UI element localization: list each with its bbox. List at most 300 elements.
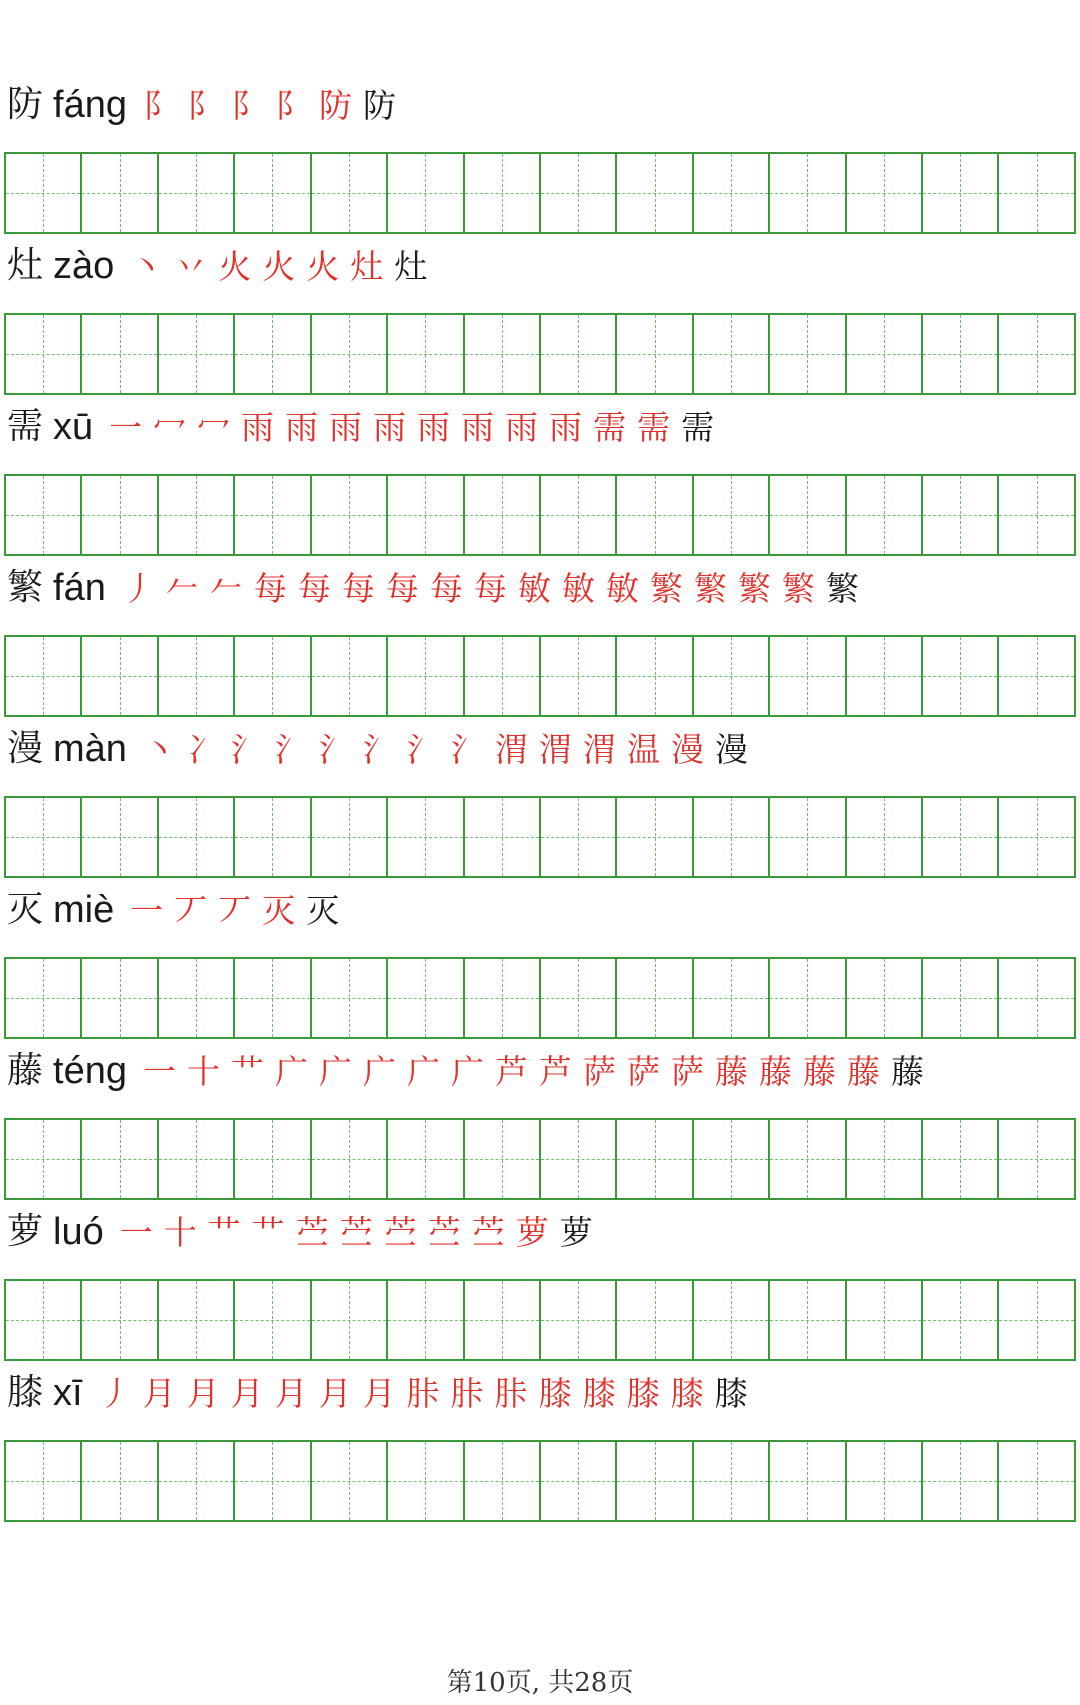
practice-cell[interactable]	[617, 1442, 693, 1520]
practice-cell[interactable]	[159, 798, 235, 876]
stroke-glyph: 氵	[450, 729, 484, 769]
practice-cell[interactable]	[617, 959, 693, 1037]
stroke-glyph: 月	[230, 1373, 264, 1413]
practice-cell[interactable]	[82, 1120, 158, 1198]
practice-cell[interactable]	[235, 1120, 311, 1198]
stroke-step	[561, 568, 595, 608]
practice-cell[interactable]	[541, 1281, 617, 1359]
stroke-glyph: 需	[681, 407, 715, 447]
stroke-step	[251, 1212, 285, 1252]
entry-pinyin: fán	[53, 567, 106, 609]
stroke-glyph: 胩	[450, 1373, 484, 1413]
practice-cell[interactable]	[465, 1120, 541, 1198]
stroke-step	[473, 568, 507, 608]
practice-cell[interactable]	[312, 1281, 388, 1359]
stroke-step	[130, 890, 164, 930]
practice-cell[interactable]	[999, 798, 1073, 876]
practice-cell[interactable]	[999, 959, 1073, 1037]
stroke-glyph: 膝	[714, 1373, 748, 1413]
stroke-step	[339, 1212, 373, 1252]
stroke-glyph: 丶	[130, 246, 164, 286]
entry-header	[7, 714, 1073, 784]
practice-cell[interactable]	[465, 798, 541, 876]
practice-cell[interactable]	[82, 637, 158, 715]
stroke-step	[130, 246, 164, 286]
practice-cell[interactable]	[541, 315, 617, 393]
page-number-footer: 第10页, 共28页	[446, 1668, 634, 1698]
practice-cell[interactable]	[847, 798, 923, 876]
practice-cell[interactable]	[847, 315, 923, 393]
practice-cell[interactable]	[465, 476, 541, 554]
practice-cell[interactable]	[235, 476, 311, 554]
stroke-step	[274, 1051, 308, 1091]
stroke-step	[274, 729, 308, 769]
stroke-glyph: 每	[429, 568, 463, 608]
stroke-order-sequence	[98, 1373, 759, 1413]
practice-cell[interactable]	[694, 315, 770, 393]
practice-cell[interactable]	[847, 1442, 923, 1520]
entry-luo	[0, 1197, 1080, 1372]
stroke-order-sequence	[130, 890, 350, 930]
stroke-step	[406, 1051, 440, 1091]
stroke-glyph: 月	[142, 1373, 176, 1413]
practice-cell[interactable]	[770, 1120, 846, 1198]
entry-character: 灶	[7, 245, 44, 286]
tianzige-grid[interactable]	[4, 796, 1076, 878]
stroke-step	[142, 1051, 176, 1091]
stroke-glyph: 雨	[461, 407, 495, 447]
stroke-glyph: 一	[109, 407, 143, 447]
stroke-glyph: 雨	[417, 407, 451, 447]
stroke-glyph: 艹	[251, 1212, 285, 1252]
stroke-step	[649, 568, 683, 608]
entry-pinyin: zào	[53, 245, 115, 287]
entry-character: 防	[7, 84, 44, 125]
practice-cell[interactable]	[312, 476, 388, 554]
tianzige-grid[interactable]	[4, 474, 1076, 556]
stroke-step	[582, 1051, 616, 1091]
practice-cell[interactable]	[847, 637, 923, 715]
stroke-step	[306, 890, 340, 930]
practice-cell[interactable]	[999, 637, 1073, 715]
practice-cell[interactable]	[159, 1442, 235, 1520]
stroke-step	[394, 246, 428, 286]
stroke-glyph: 防	[362, 85, 396, 125]
stroke-glyph: 苎	[383, 1212, 417, 1252]
stroke-glyph: 火	[218, 246, 252, 286]
stroke-step	[318, 1051, 352, 1091]
stroke-step	[406, 1373, 440, 1413]
stroke-step	[494, 1373, 528, 1413]
practice-cell[interactable]	[617, 154, 693, 232]
practice-cell[interactable]	[82, 959, 158, 1037]
practice-cell[interactable]	[388, 798, 464, 876]
practice-cell[interactable]	[159, 637, 235, 715]
entry-man	[0, 714, 1080, 889]
stroke-step	[450, 1373, 484, 1413]
stroke-glyph: 一	[119, 1212, 153, 1252]
stroke-glyph: 漫	[714, 729, 748, 769]
practice-cell[interactable]	[847, 959, 923, 1037]
stroke-step	[274, 1373, 308, 1413]
practice-cell[interactable]	[541, 154, 617, 232]
stroke-step	[373, 407, 407, 447]
stroke-step	[714, 1051, 748, 1091]
stroke-step	[406, 729, 440, 769]
practice-cell[interactable]	[159, 154, 235, 232]
practice-cell[interactable]	[388, 1120, 464, 1198]
stroke-glyph: 丆	[218, 890, 252, 930]
tianzige-grid[interactable]	[4, 1440, 1076, 1522]
stroke-step	[362, 1373, 396, 1413]
stroke-glyph: 一	[130, 890, 164, 930]
stroke-glyph: 雨	[241, 407, 275, 447]
practice-cell[interactable]	[235, 315, 311, 393]
practice-cell[interactable]	[694, 798, 770, 876]
stroke-glyph: 芦	[538, 1051, 572, 1091]
practice-cell[interactable]	[6, 1442, 82, 1520]
practice-cell[interactable]	[6, 637, 82, 715]
practice-cell[interactable]	[694, 154, 770, 232]
practice-cell[interactable]	[923, 315, 999, 393]
practice-cell[interactable]	[235, 637, 311, 715]
practice-cell[interactable]	[541, 1120, 617, 1198]
stroke-step	[295, 1212, 329, 1252]
stroke-step	[825, 568, 859, 608]
practice-cell[interactable]	[465, 637, 541, 715]
stroke-glyph: 渭	[538, 729, 572, 769]
entry-pinyin: miè	[53, 889, 115, 931]
stroke-glyph: 丷	[174, 246, 208, 286]
entry-header	[7, 231, 1073, 301]
entry-teng	[0, 1036, 1080, 1211]
practice-cell[interactable]	[770, 476, 846, 554]
stroke-glyph: 广	[406, 1051, 440, 1091]
practice-cell[interactable]	[159, 1120, 235, 1198]
practice-cell[interactable]	[999, 1442, 1073, 1520]
practice-cell[interactable]	[388, 1281, 464, 1359]
stroke-glyph: 火	[306, 246, 340, 286]
practice-cell[interactable]	[82, 476, 158, 554]
stroke-glyph: 月	[318, 1373, 352, 1413]
entry-header	[7, 553, 1073, 623]
practice-cell[interactable]	[388, 315, 464, 393]
practice-cell[interactable]	[388, 1442, 464, 1520]
practice-cell[interactable]	[82, 315, 158, 393]
stroke-step	[846, 1051, 880, 1091]
stroke-step	[461, 407, 495, 447]
practice-cell[interactable]	[465, 1281, 541, 1359]
stroke-glyph: 阝	[230, 85, 264, 125]
practice-cell[interactable]	[312, 1120, 388, 1198]
practice-cell[interactable]	[388, 476, 464, 554]
stroke-glyph: 月	[186, 1373, 220, 1413]
practice-cell[interactable]	[235, 798, 311, 876]
entry-header	[7, 1036, 1073, 1106]
practice-cell[interactable]	[541, 476, 617, 554]
practice-cell[interactable]	[235, 959, 311, 1037]
practice-cell[interactable]	[999, 315, 1073, 393]
stroke-step	[174, 246, 208, 286]
stroke-glyph: 灶	[394, 246, 428, 286]
entry-character: 灭	[7, 889, 44, 930]
stroke-step	[781, 568, 815, 608]
practice-cell[interactable]	[312, 1442, 388, 1520]
practice-cell[interactable]	[541, 798, 617, 876]
stroke-glyph: 𠂉	[165, 568, 199, 608]
stroke-step	[605, 568, 639, 608]
stroke-glyph: 胩	[406, 1373, 440, 1413]
practice-cell[interactable]	[847, 1281, 923, 1359]
stroke-step	[417, 407, 451, 447]
practice-cell[interactable]	[82, 1281, 158, 1359]
practice-cell[interactable]	[465, 154, 541, 232]
stroke-glyph: 十	[186, 1051, 220, 1091]
practice-cell[interactable]	[923, 798, 999, 876]
stroke-glyph: 繁	[649, 568, 683, 608]
practice-cell[interactable]	[6, 959, 82, 1037]
stroke-step	[142, 729, 176, 769]
stroke-glyph: 膝	[626, 1373, 660, 1413]
practice-cell[interactable]	[388, 637, 464, 715]
practice-cell[interactable]	[923, 476, 999, 554]
stroke-step	[693, 568, 727, 608]
stroke-glyph: 丿	[98, 1373, 132, 1413]
practice-cell[interactable]	[312, 315, 388, 393]
practice-cell[interactable]	[159, 315, 235, 393]
tianzige-grid[interactable]	[4, 635, 1076, 717]
practice-cell[interactable]	[312, 798, 388, 876]
practice-cell[interactable]	[694, 1442, 770, 1520]
practice-cell[interactable]	[770, 315, 846, 393]
entry-pinyin: téng	[53, 1050, 127, 1092]
practice-cell[interactable]	[82, 798, 158, 876]
practice-cell[interactable]	[159, 959, 235, 1037]
practice-cell[interactable]	[541, 959, 617, 1037]
stroke-step	[306, 246, 340, 286]
stroke-step	[153, 407, 187, 447]
practice-cell[interactable]	[617, 476, 693, 554]
tianzige-grid[interactable]	[4, 957, 1076, 1039]
stroke-step	[362, 85, 396, 125]
practice-cell[interactable]	[617, 1120, 693, 1198]
practice-cell[interactable]	[923, 154, 999, 232]
stroke-glyph: 敏	[561, 568, 595, 608]
stroke-step	[109, 407, 143, 447]
practice-cell[interactable]	[235, 1281, 311, 1359]
practice-cell[interactable]	[6, 476, 82, 554]
stroke-glyph: 苎	[427, 1212, 461, 1252]
stroke-glyph: 氵	[318, 729, 352, 769]
stroke-step	[802, 1051, 836, 1091]
practice-cell[interactable]	[617, 315, 693, 393]
practice-cell[interactable]	[770, 154, 846, 232]
practice-cell[interactable]	[999, 1281, 1073, 1359]
practice-cell[interactable]	[6, 315, 82, 393]
practice-cell[interactable]	[541, 637, 617, 715]
practice-cell[interactable]	[465, 315, 541, 393]
practice-cell[interactable]	[6, 1120, 82, 1198]
stroke-glyph: 萨	[626, 1051, 660, 1091]
practice-cell[interactable]	[847, 154, 923, 232]
practice-cell[interactable]	[694, 637, 770, 715]
practice-cell[interactable]	[465, 1442, 541, 1520]
entry-xu	[0, 392, 1080, 567]
stroke-step	[121, 568, 155, 608]
stroke-order-sequence	[142, 1051, 935, 1091]
stroke-step	[494, 1051, 528, 1091]
stroke-step	[737, 568, 771, 608]
practice-cell[interactable]	[617, 637, 693, 715]
practice-cell[interactable]	[770, 637, 846, 715]
stroke-step	[186, 85, 220, 125]
stroke-step	[329, 407, 363, 447]
practice-cell[interactable]	[617, 798, 693, 876]
stroke-glyph: 繁	[693, 568, 727, 608]
entry-character: 膝	[7, 1372, 44, 1413]
entry-pinyin: luó	[53, 1211, 104, 1253]
practice-cell[interactable]	[999, 154, 1073, 232]
stroke-glyph: 藤	[890, 1051, 924, 1091]
stroke-step	[383, 1212, 417, 1252]
stroke-glyph: 膝	[582, 1373, 616, 1413]
stroke-glyph: 渭	[582, 729, 616, 769]
stroke-glyph: 丶	[142, 729, 176, 769]
stroke-step	[318, 729, 352, 769]
practice-cell[interactable]	[694, 1120, 770, 1198]
practice-cell[interactable]	[923, 1281, 999, 1359]
practice-cell[interactable]	[159, 476, 235, 554]
stroke-glyph: 防	[318, 85, 352, 125]
stroke-glyph: 冖	[197, 407, 231, 447]
practice-cell[interactable]	[999, 1120, 1073, 1198]
stroke-step	[230, 1373, 264, 1413]
practice-cell[interactable]	[770, 1442, 846, 1520]
stroke-step	[890, 1051, 924, 1091]
entry-pinyin: xū	[53, 406, 94, 448]
practice-cell[interactable]	[235, 1442, 311, 1520]
practice-cell[interactable]	[6, 1281, 82, 1359]
entry-pinyin: fáng	[53, 84, 127, 126]
stroke-glyph: 广	[318, 1051, 352, 1091]
tianzige-grid[interactable]	[4, 1279, 1076, 1361]
practice-cell[interactable]	[388, 959, 464, 1037]
stroke-glyph: 广	[362, 1051, 396, 1091]
stroke-glyph: 雨	[329, 407, 363, 447]
stroke-order-sequence	[109, 407, 725, 447]
entry-character: 繁	[7, 567, 44, 608]
stroke-glyph: 每	[253, 568, 287, 608]
stroke-step	[538, 1051, 572, 1091]
entry-header	[7, 392, 1073, 462]
practice-cell[interactable]	[82, 1442, 158, 1520]
stroke-step	[637, 407, 671, 447]
stroke-glyph: 漫	[670, 729, 704, 769]
practice-cell[interactable]	[770, 959, 846, 1037]
practice-cell[interactable]	[235, 154, 311, 232]
stroke-step	[297, 568, 331, 608]
stroke-step	[582, 1373, 616, 1413]
stroke-step	[626, 1373, 660, 1413]
stroke-glyph: 胩	[494, 1373, 528, 1413]
stroke-step	[670, 1051, 704, 1091]
practice-cell[interactable]	[6, 798, 82, 876]
tianzige-grid[interactable]	[4, 152, 1076, 234]
practice-cell[interactable]	[923, 959, 999, 1037]
stroke-step	[429, 568, 463, 608]
stroke-step	[758, 1051, 792, 1091]
practice-cell[interactable]	[6, 154, 82, 232]
stroke-glyph: 艹	[230, 1051, 264, 1091]
practice-cell[interactable]	[923, 1120, 999, 1198]
practice-cell[interactable]	[465, 959, 541, 1037]
stroke-glyph: 繁	[781, 568, 815, 608]
stroke-glyph: 苎	[295, 1212, 329, 1252]
stroke-glyph: 萨	[670, 1051, 704, 1091]
stroke-glyph: 雨	[285, 407, 319, 447]
stroke-step	[494, 729, 528, 769]
practice-cell[interactable]	[770, 798, 846, 876]
practice-cell[interactable]	[388, 154, 464, 232]
stroke-step	[626, 1051, 660, 1091]
stroke-glyph: 每	[297, 568, 331, 608]
stroke-step	[142, 1373, 176, 1413]
tianzige-grid[interactable]	[4, 1118, 1076, 1200]
stroke-step	[593, 407, 627, 447]
stroke-step	[714, 729, 748, 769]
stroke-glyph: 冫	[186, 729, 220, 769]
stroke-glyph: 丿	[121, 568, 155, 608]
stroke-glyph: 十	[163, 1212, 197, 1252]
practice-cell[interactable]	[541, 1442, 617, 1520]
stroke-step	[714, 1373, 748, 1413]
practice-cell[interactable]	[617, 1281, 693, 1359]
practice-cell[interactable]	[312, 154, 388, 232]
stroke-step	[549, 407, 583, 447]
practice-cell[interactable]	[923, 637, 999, 715]
tianzige-grid[interactable]	[4, 313, 1076, 395]
practice-cell[interactable]	[999, 476, 1073, 554]
practice-cell[interactable]	[847, 1120, 923, 1198]
stroke-glyph: 敏	[605, 568, 639, 608]
stroke-step	[450, 1051, 484, 1091]
stroke-glyph: 繁	[825, 568, 859, 608]
stroke-glyph: 温	[626, 729, 660, 769]
entry-character: 萝	[7, 1211, 44, 1252]
stroke-step	[241, 407, 275, 447]
practice-cell[interactable]	[847, 476, 923, 554]
stroke-step	[681, 407, 715, 447]
practice-cell[interactable]	[82, 154, 158, 232]
practice-cell[interactable]	[694, 1281, 770, 1359]
practice-cell[interactable]	[312, 959, 388, 1037]
practice-cell[interactable]	[770, 1281, 846, 1359]
stroke-glyph: 氵	[230, 729, 264, 769]
practice-cell[interactable]	[694, 959, 770, 1037]
stroke-glyph: 膝	[670, 1373, 704, 1413]
stroke-step	[505, 407, 539, 447]
practice-cell[interactable]	[159, 1281, 235, 1359]
practice-cell[interactable]	[923, 1442, 999, 1520]
entry-header	[7, 70, 1073, 140]
stroke-glyph: 灭	[306, 890, 340, 930]
stroke-glyph: 苎	[339, 1212, 373, 1252]
stroke-glyph: 月	[362, 1373, 396, 1413]
practice-cell[interactable]	[312, 637, 388, 715]
practice-cell[interactable]	[694, 476, 770, 554]
stroke-order-sequence	[142, 85, 407, 125]
stroke-glyph: 氵	[274, 729, 308, 769]
